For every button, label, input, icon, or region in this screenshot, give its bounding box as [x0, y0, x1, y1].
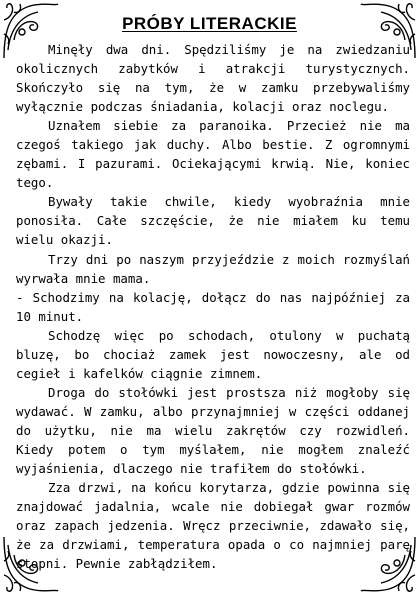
- story-text: [16, 40, 410, 573]
- paragraph: Zza drzwi, na końcu korytarza, gdzie powinna się znajdować jadalnia, wcale nie dobiegał gwar rozmów oraz zapach jedzenia. Wręcz przeciwnie, zdawało się, że za drzwiami, temperatura opada o co najmniej parę stopni. Pewnie zabłądziłem.: [16, 480, 410, 572]
- paragraph: Bywały takie chwile, kiedy wyobraźnia mnie ponosiła. Całe szczęście, że nie miałem ku temu wielu okazji.: [16, 194, 410, 248]
- paragraph: Droga do stołówki jest prostsza niż mogłoby się wydawać. W zamku, albo przynajmniej w części oddanej do użytku, nie ma wielu zakrętów czy rozwidleń. Kiedy potem o tym myślałem, nie mogłem znaleźć wyjaśnienia, dlaczego nie trafiłem do stołówki.: [16, 384, 410, 477]
- paragraph: Schodzę więc po schodach, otulony w puchatą bluzę, bo chociaż zamek jest nowoczesny, ale od cegieł i kafelków ciągnie zimnem.: [16, 327, 410, 381]
- paragraph: Minęły dwa dni. Spędziliśmy je na zwiedzaniu okolicznych zabytków i atrakcji turystycznych. Skończyło się na tym, że w zamku przebywaliśmy wyłącznie podczas śniadania, kolacji oraz noclegu.: [16, 42, 410, 115]
- dialogue-line: - Schodzimy na kolację, dołącz do nas najpóźniej za 10 minut.: [16, 289, 410, 324]
- paragraph: Trzy dni po naszym przyjeździe z moich rozmyślań wyrwała mnie mama.: [16, 251, 410, 286]
- paragraph: Uznałem siebie za paranoika. Przecież nie ma czegoś takiego jak duchy. Albo bestie. Z ogromnymi zębami. I pazurami. Ociekającymi krwią. Nie, koniec tego.: [16, 118, 410, 191]
- page-title: PRÓBY LITERACKIE: [122, 14, 297, 33]
